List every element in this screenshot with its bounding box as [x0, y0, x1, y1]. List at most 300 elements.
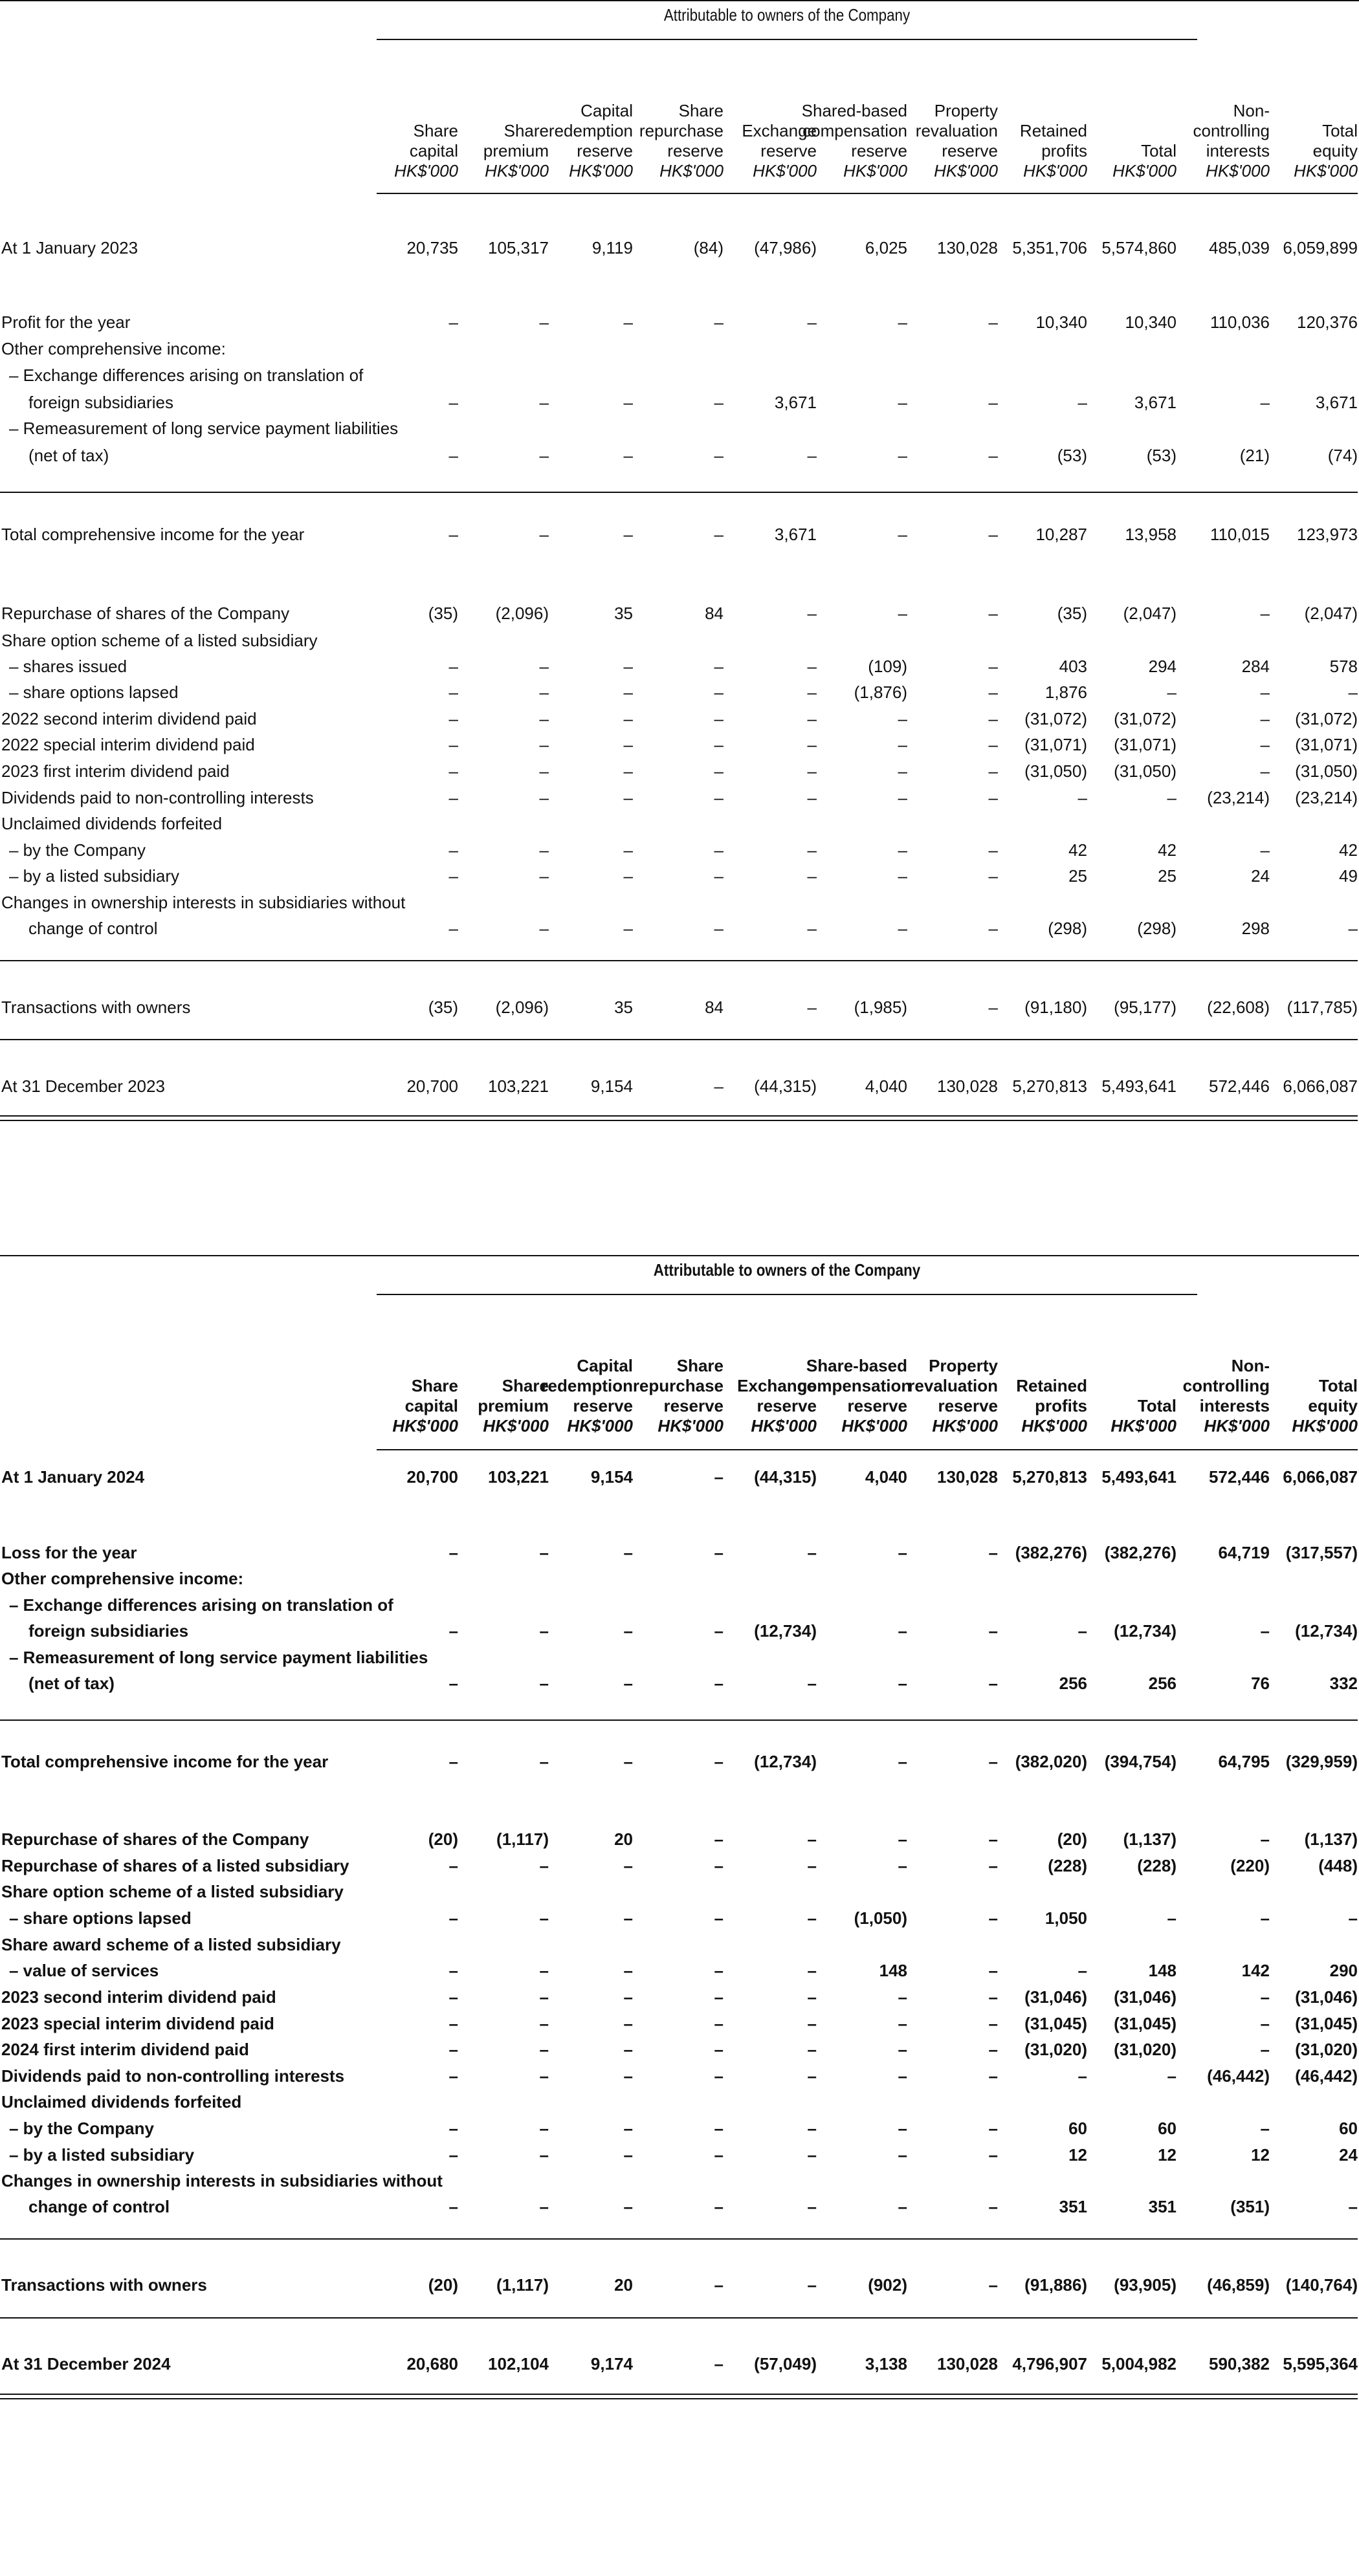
cell-share-premium: – [539, 525, 549, 544]
row-label: – share options lapsed [9, 682, 179, 702]
cell-non-controlling-interests: 110,036 [1210, 312, 1270, 332]
cell-shared-based-compensation-reserve: – [898, 709, 907, 728]
cell-share-premium: – [539, 1961, 549, 1980]
cell-total: (53) [1146, 446, 1177, 465]
top-rule [0, 0, 1359, 1]
cell-share-repurchase-reserve: – [714, 1856, 724, 1875]
cell-non-controlling-interests: 572,446 [1209, 1076, 1270, 1096]
column-header-line: interests [1206, 141, 1270, 160]
cell-capital-redemption-reserve: – [623, 525, 633, 544]
column-header-line: Share [676, 1356, 724, 1375]
cell-total-equity: 123,973 [1297, 525, 1358, 544]
cell-non-controlling-interests: – [1260, 840, 1270, 860]
table-row [0, 521, 1359, 547]
row-label: change of control [28, 2197, 170, 2216]
cell-property-revaluation-reserve: – [988, 919, 998, 938]
cell-retained-profits: (31,046) [1024, 1987, 1087, 2007]
cell-share-premium: – [539, 788, 549, 807]
cell-total: (93,905) [1114, 2275, 1177, 2295]
cell-capital-redemption-reserve: 9,154 [590, 1076, 633, 1096]
cell-share-repurchase-reserve: – [714, 735, 724, 754]
table-row [0, 2089, 1359, 2115]
table-row [0, 2168, 1359, 2194]
cell-share-repurchase-reserve: – [714, 1674, 724, 1693]
cell-capital-redemption-reserve: – [623, 1543, 633, 1562]
table-row [0, 1932, 1359, 1958]
attributable-rule [377, 1294, 1197, 1295]
table-row [0, 2115, 1359, 2141]
row-label: – Exchange differences arising on translation of [9, 1595, 393, 1615]
cell-share-capital: – [448, 919, 458, 938]
cell-property-revaluation-reserve: – [988, 525, 998, 544]
cell-retained-profits: 1,876 [1044, 682, 1087, 702]
cell-capital-redemption-reserve: – [623, 2040, 633, 2059]
cell-share-based-compensation-reserve: – [898, 1856, 907, 1875]
cell-exchange-reserve: – [807, 709, 817, 728]
cell-capital-redemption-reserve: – [623, 1908, 633, 1928]
cell-property-revaluation-reserve: – [988, 735, 998, 754]
cell-total: – [1167, 788, 1177, 807]
cell-total-equity: (46,442) [1295, 2066, 1358, 2086]
cell-share-repurchase-reserve: – [714, 446, 724, 465]
column-unit: HK$'000 [569, 161, 633, 180]
cell-share-premium: – [539, 735, 549, 754]
cell-property-revaluation-reserve: – [988, 2066, 998, 2086]
statement-2024 [0, 1255, 1359, 2576]
cell-total-equity: 60 [1339, 2119, 1358, 2138]
cell-exchange-reserve: – [807, 840, 817, 860]
cell-retained-profits: 10,287 [1035, 525, 1087, 544]
row-label: Other comprehensive income: [1, 1569, 244, 1588]
attributable-heading: Attributable to owners of the Company [663, 5, 911, 25]
cell-retained-profits: (382,276) [1015, 1543, 1087, 1562]
cell-property-revaluation-reserve: – [988, 1908, 998, 1928]
cell-share-premium: – [539, 840, 549, 860]
table-row [0, 994, 1359, 1020]
cell-total-equity: (2,047) [1304, 604, 1358, 623]
column-header-line: reserve [663, 1396, 724, 1415]
cell-capital-redemption-reserve: – [623, 709, 633, 728]
cell-share-premium: – [539, 1856, 549, 1875]
cell-property-revaluation-reserve: – [988, 761, 998, 781]
cell-capital-redemption-reserve: – [623, 788, 633, 807]
cell-non-controlling-interests: 284 [1241, 657, 1270, 676]
cell-share-capital: – [448, 761, 458, 781]
cell-share-repurchase-reserve: (84) [693, 238, 724, 257]
cell-share-repurchase-reserve: – [714, 1752, 724, 1771]
cell-exchange-reserve: – [807, 2066, 817, 2086]
column-header-line: reserve [851, 141, 907, 160]
cell-retained-profits: – [1077, 393, 1087, 412]
column-header-line: Total [1137, 1396, 1177, 1415]
table-row [0, 758, 1359, 784]
column-header-line: reserve [667, 141, 724, 160]
table-row [0, 1879, 1359, 1905]
cell-property-revaluation-reserve: 130,028 [937, 238, 998, 257]
cell-share-capital: – [448, 2040, 458, 2059]
cell-share-repurchase-reserve: – [714, 682, 724, 702]
row-label: – by the Company [9, 2119, 154, 2138]
row-label: (net of tax) [28, 446, 109, 465]
column-header-line: redemption [541, 1376, 633, 1395]
cell-total-equity: (329,959) [1285, 1752, 1358, 1771]
table-row [0, 1644, 1359, 1670]
cell-exchange-reserve: (44,315) [754, 1076, 817, 1096]
cell-non-controlling-interests: – [1260, 761, 1270, 781]
column-unit: HK$'000 [394, 161, 458, 180]
cell-total: (31,050) [1114, 761, 1177, 781]
table-row [0, 1670, 1359, 1696]
cell-share-repurchase-reserve: – [714, 2145, 724, 2165]
cell-share-based-compensation-reserve: – [898, 2040, 907, 2059]
cell-non-controlling-interests: – [1260, 393, 1270, 412]
column-unit: HK$'000 [1110, 1416, 1177, 1435]
cell-non-controlling-interests: – [1260, 1987, 1270, 2007]
cell-share-premium: – [539, 682, 549, 702]
row-label: Share option scheme of a listed subsidiary [1, 631, 318, 650]
cell-exchange-reserve: – [807, 2197, 817, 2216]
cell-property-revaluation-reserve: – [988, 2197, 998, 2216]
cell-share-premium: – [539, 2066, 549, 2086]
cell-exchange-reserve: – [807, 1674, 817, 1693]
cell-share-premium: – [539, 1752, 549, 1771]
table-row [0, 679, 1359, 705]
cell-capital-redemption-reserve: – [623, 2119, 633, 2138]
column-header-line: Share-based [806, 1356, 907, 1375]
cell-total: 5,493,641 [1101, 1076, 1177, 1096]
cell-total-equity: (31,045) [1295, 2014, 1358, 2033]
cell-retained-profits: 403 [1059, 657, 1087, 676]
cell-share-repurchase-reserve: – [714, 2119, 724, 2138]
cell-share-capital: – [448, 2066, 458, 2086]
column-unit: HK$'000 [934, 161, 998, 180]
column-unit: HK$'000 [485, 161, 549, 180]
cell-exchange-reserve: (47,986) [754, 238, 817, 257]
cell-share-capital: – [448, 840, 458, 860]
table-row [0, 1905, 1359, 1931]
row-label: – share options lapsed [9, 1908, 192, 1928]
cell-total-equity: – [1348, 1908, 1358, 1928]
cell-share-capital: (20) [428, 2275, 458, 2295]
cell-share-premium: – [539, 1621, 549, 1641]
row-label: (net of tax) [28, 1674, 115, 1693]
column-header-line: profits [1035, 1396, 1087, 1415]
cell-total: 3,671 [1134, 393, 1177, 412]
table-row [0, 1958, 1359, 1983]
cell-share-based-compensation-reserve: (1,050) [854, 1908, 907, 1928]
subtotal-rule [0, 2317, 1358, 2319]
cell-non-controlling-interests: 590,382 [1209, 2354, 1270, 2374]
cell-total: (31,020) [1114, 2040, 1177, 2059]
cell-capital-redemption-reserve: – [623, 312, 633, 332]
cell-shared-based-compensation-reserve: – [898, 761, 907, 781]
table-row [0, 1566, 1359, 1591]
row-label: 2023 second interim dividend paid [1, 1987, 276, 2007]
table-row [0, 863, 1359, 889]
cell-shared-based-compensation-reserve: 4,040 [865, 1076, 907, 1096]
cell-property-revaluation-reserve: – [988, 840, 998, 860]
cell-share-capital: – [448, 312, 458, 332]
cell-non-controlling-interests: (22,608) [1207, 998, 1270, 1017]
cell-total-equity: 290 [1329, 1961, 1358, 1980]
column-header-line: Exchange [737, 1376, 817, 1395]
cell-share-capital: – [448, 1856, 458, 1875]
cell-share-capital: – [448, 446, 458, 465]
cell-share-based-compensation-reserve: – [898, 1674, 907, 1693]
table-row [0, 706, 1359, 732]
cell-exchange-reserve: – [807, 682, 817, 702]
cell-share-based-compensation-reserve: 4,040 [865, 1467, 907, 1487]
cell-total-equity: (31,046) [1295, 1987, 1358, 2007]
cell-total-equity: 120,376 [1297, 312, 1358, 332]
attributable-heading: Attributable to owners of the Company [653, 1260, 921, 1280]
cell-exchange-reserve: – [807, 1908, 817, 1928]
cell-share-based-compensation-reserve: – [898, 1752, 907, 1771]
cell-share-premium: – [539, 312, 549, 332]
column-header-line: reserve [760, 141, 817, 160]
cell-retained-profits: 4,796,907 [1012, 2354, 1087, 2374]
cell-capital-redemption-reserve: 9,174 [590, 2354, 633, 2374]
cell-share-premium: – [539, 393, 549, 412]
row-label: At 1 January 2024 [1, 1467, 145, 1487]
column-header-line: Retained [1019, 121, 1087, 140]
cell-share-repurchase-reserve: – [714, 866, 724, 886]
cell-total-equity: (23,214) [1295, 788, 1358, 807]
cell-total: 10,340 [1125, 312, 1177, 332]
cell-exchange-reserve: – [807, 2145, 817, 2165]
cell-total: (12,734) [1114, 1621, 1177, 1641]
table-row [0, 1618, 1359, 1644]
cell-total: (298) [1137, 919, 1177, 938]
cell-exchange-reserve: (57,049) [754, 2354, 817, 2374]
cell-share-capital: (35) [428, 998, 458, 1017]
cell-capital-redemption-reserve: – [623, 2066, 633, 2086]
column-header-line: reserve [938, 1396, 998, 1415]
cell-non-controlling-interests: 485,039 [1209, 238, 1270, 257]
cell-share-capital: – [448, 788, 458, 807]
cell-exchange-reserve: – [807, 2275, 817, 2295]
column-unit: HK$'000 [932, 1416, 998, 1435]
cell-total-equity: (31,072) [1295, 709, 1358, 728]
row-label: Share award scheme of a listed subsidiary [1, 1935, 341, 1954]
cell-property-revaluation-reserve: – [988, 998, 998, 1017]
cell-property-revaluation-reserve: – [988, 1856, 998, 1875]
row-label: Repurchase of shares of the Company [1, 604, 290, 623]
cell-share-repurchase-reserve: – [714, 657, 724, 676]
closing-rule [0, 1115, 1358, 1117]
row-label: – by a listed subsidiary [9, 2145, 195, 2165]
cell-share-repurchase-reserve: – [714, 840, 724, 860]
cell-property-revaluation-reserve: 130,028 [937, 1076, 998, 1096]
cell-share-capital: – [448, 2119, 458, 2138]
cell-share-premium: – [539, 919, 549, 938]
cell-share-capital: – [448, 2014, 458, 2033]
cell-exchange-reserve: – [807, 657, 817, 676]
row-label: Changes in ownership interests in subsidiaries without [1, 2171, 443, 2190]
cell-retained-profits: (31,020) [1024, 2040, 1087, 2059]
table-row [0, 2011, 1359, 2036]
cell-exchange-reserve: – [807, 1829, 817, 1849]
cell-total: 13,958 [1125, 525, 1177, 544]
cell-shared-based-compensation-reserve: (1,876) [854, 682, 907, 702]
row-label: Dividends paid to non-controlling interests [1, 788, 314, 807]
subtotal-rule [0, 492, 1358, 493]
cell-capital-redemption-reserve: 20 [614, 2275, 633, 2295]
cell-total-equity: (31,020) [1295, 2040, 1358, 2059]
cell-total: 5,574,860 [1101, 238, 1177, 257]
cell-total-equity: 24 [1339, 2145, 1358, 2165]
cell-total-equity: – [1348, 2197, 1358, 2216]
cell-total: 42 [1158, 840, 1177, 860]
cell-total: (382,276) [1104, 1543, 1177, 1562]
attributable-rule [377, 39, 1197, 40]
column-header-line: Share [413, 121, 458, 140]
table-row [0, 309, 1359, 335]
cell-share-premium: – [539, 1908, 549, 1928]
cell-share-premium: – [539, 866, 549, 886]
cell-retained-profits: (31,071) [1024, 735, 1087, 754]
cell-retained-profits: 42 [1068, 840, 1087, 860]
cell-share-capital: 20,700 [406, 1467, 458, 1487]
cell-share-premium: 105,317 [488, 238, 549, 257]
cell-property-revaluation-reserve: – [988, 2145, 998, 2165]
cell-exchange-reserve: (12,734) [754, 1752, 817, 1771]
cell-share-repurchase-reserve: – [714, 761, 724, 781]
column-header-line: equity [1308, 1396, 1358, 1415]
statement-2023 [0, 0, 1359, 1255]
column-header-line: Shared-based [801, 101, 907, 120]
table-row [0, 1540, 1359, 1566]
cell-property-revaluation-reserve: 130,028 [937, 2354, 998, 2374]
cell-shared-based-compensation-reserve: – [898, 393, 907, 412]
cell-capital-redemption-reserve: – [623, 761, 633, 781]
cell-non-controlling-interests: – [1260, 2040, 1270, 2059]
column-header-line: reserve [577, 141, 633, 160]
column-header-line: reserve [573, 1396, 633, 1415]
row-label: Loss for the year [1, 1543, 137, 1562]
cell-total: 148 [1148, 1961, 1177, 1980]
cell-shared-based-compensation-reserve: – [898, 525, 907, 544]
cell-share-repurchase-reserve: – [714, 1467, 724, 1487]
column-header-line: reserve [757, 1396, 817, 1415]
cell-non-controlling-interests: 110,015 [1210, 525, 1270, 544]
cell-total: (228) [1137, 1856, 1177, 1875]
table-row [0, 442, 1359, 468]
cell-exchange-reserve: – [807, 2014, 817, 2033]
table-row [0, 1826, 1359, 1852]
cell-share-premium: – [539, 2014, 549, 2033]
table-row [0, 811, 1359, 836]
cell-exchange-reserve: – [807, 735, 817, 754]
column-header-line: Capital [577, 1356, 633, 1375]
cell-property-revaluation-reserve: – [988, 1674, 998, 1693]
cell-exchange-reserve: – [807, 312, 817, 332]
cell-share-capital: – [448, 866, 458, 886]
cell-shared-based-compensation-reserve: – [898, 866, 907, 886]
column-header-line: repurchase [632, 1376, 724, 1395]
cell-share-repurchase-reserve: – [714, 1076, 724, 1096]
cell-share-based-compensation-reserve: (902) [868, 2275, 907, 2295]
cell-shared-based-compensation-reserve: – [898, 788, 907, 807]
column-header-line: revaluation [908, 1376, 998, 1395]
column-header-line: interests [1199, 1396, 1270, 1415]
cell-retained-profits: (53) [1057, 446, 1087, 465]
column-unit: HK$'000 [751, 1416, 817, 1435]
cell-capital-redemption-reserve: – [623, 2014, 633, 2033]
table-row [0, 336, 1359, 362]
cell-share-repurchase-reserve: – [714, 312, 724, 332]
cell-share-repurchase-reserve: – [714, 525, 724, 544]
cell-share-capital: – [448, 657, 458, 676]
column-header-line: profits [1041, 141, 1087, 160]
cell-share-repurchase-reserve: – [714, 2040, 724, 2059]
table-row [0, 1984, 1359, 2010]
cell-total: (394,754) [1104, 1752, 1177, 1771]
cell-capital-redemption-reserve: – [623, 1621, 633, 1641]
subtotal-rule [0, 1719, 1358, 1721]
cell-total-equity: (117,785) [1287, 998, 1358, 1017]
column-unit: HK$'000 [1112, 161, 1177, 180]
cell-total: (95,177) [1114, 998, 1177, 1017]
cell-share-premium: (2,096) [495, 604, 549, 623]
cell-share-premium: (2,096) [495, 998, 549, 1017]
cell-total-equity: 5,595,364 [1283, 2354, 1358, 2374]
cell-shared-based-compensation-reserve: – [898, 604, 907, 623]
table-row [0, 1464, 1359, 1490]
cell-capital-redemption-reserve: – [623, 682, 633, 702]
cell-non-controlling-interests: 298 [1241, 919, 1270, 938]
cell-total: – [1167, 1908, 1177, 1928]
cell-total-equity: (1,137) [1304, 1829, 1358, 1849]
row-label: foreign subsidiaries [28, 393, 174, 412]
cell-retained-profits: 256 [1059, 1674, 1087, 1693]
row-label: – Remeasurement of long service payment liabilities [9, 419, 399, 438]
column-header-line: premium [478, 1396, 549, 1415]
cell-share-capital: – [448, 709, 458, 728]
cell-share-capital: 20,735 [406, 238, 458, 257]
cell-non-controlling-interests: (23,214) [1207, 788, 1270, 807]
cell-capital-redemption-reserve: – [623, 393, 633, 412]
cell-share-capital: – [448, 1961, 458, 1980]
table-row [0, 1073, 1359, 1099]
cell-share-repurchase-reserve: 84 [705, 604, 724, 623]
row-label: 2024 first interim dividend paid [1, 2040, 249, 2059]
column-header-line: Exchange [742, 121, 817, 140]
cell-shared-based-compensation-reserve: – [898, 919, 907, 938]
cell-property-revaluation-reserve: – [988, 1961, 998, 1980]
cell-capital-redemption-reserve: 35 [614, 604, 633, 623]
column-header-line: Share [503, 121, 549, 140]
row-label: Transactions with owners [1, 998, 191, 1017]
cell-share-premium: – [539, 1987, 549, 2007]
table-row [0, 2272, 1359, 2298]
cell-property-revaluation-reserve: – [988, 2275, 998, 2295]
cell-total-equity: (317,557) [1285, 1543, 1358, 1562]
cell-total: 25 [1158, 866, 1177, 886]
cell-capital-redemption-reserve: – [623, 919, 633, 938]
cell-share-capital: – [448, 2145, 458, 2165]
cell-share-repurchase-reserve: – [714, 1961, 724, 1980]
cell-share-capital: – [448, 1752, 458, 1771]
cell-share-based-compensation-reserve: – [898, 2197, 907, 2216]
cell-exchange-reserve: – [807, 1987, 817, 2007]
row-label: 2022 second interim dividend paid [1, 709, 257, 728]
row-label: change of control [28, 919, 158, 938]
cell-share-repurchase-reserve: – [714, 1987, 724, 2007]
column-unit: HK$'000 [1021, 1416, 1087, 1435]
cell-total-equity: 49 [1339, 866, 1358, 886]
cell-non-controlling-interests: – [1260, 682, 1270, 702]
